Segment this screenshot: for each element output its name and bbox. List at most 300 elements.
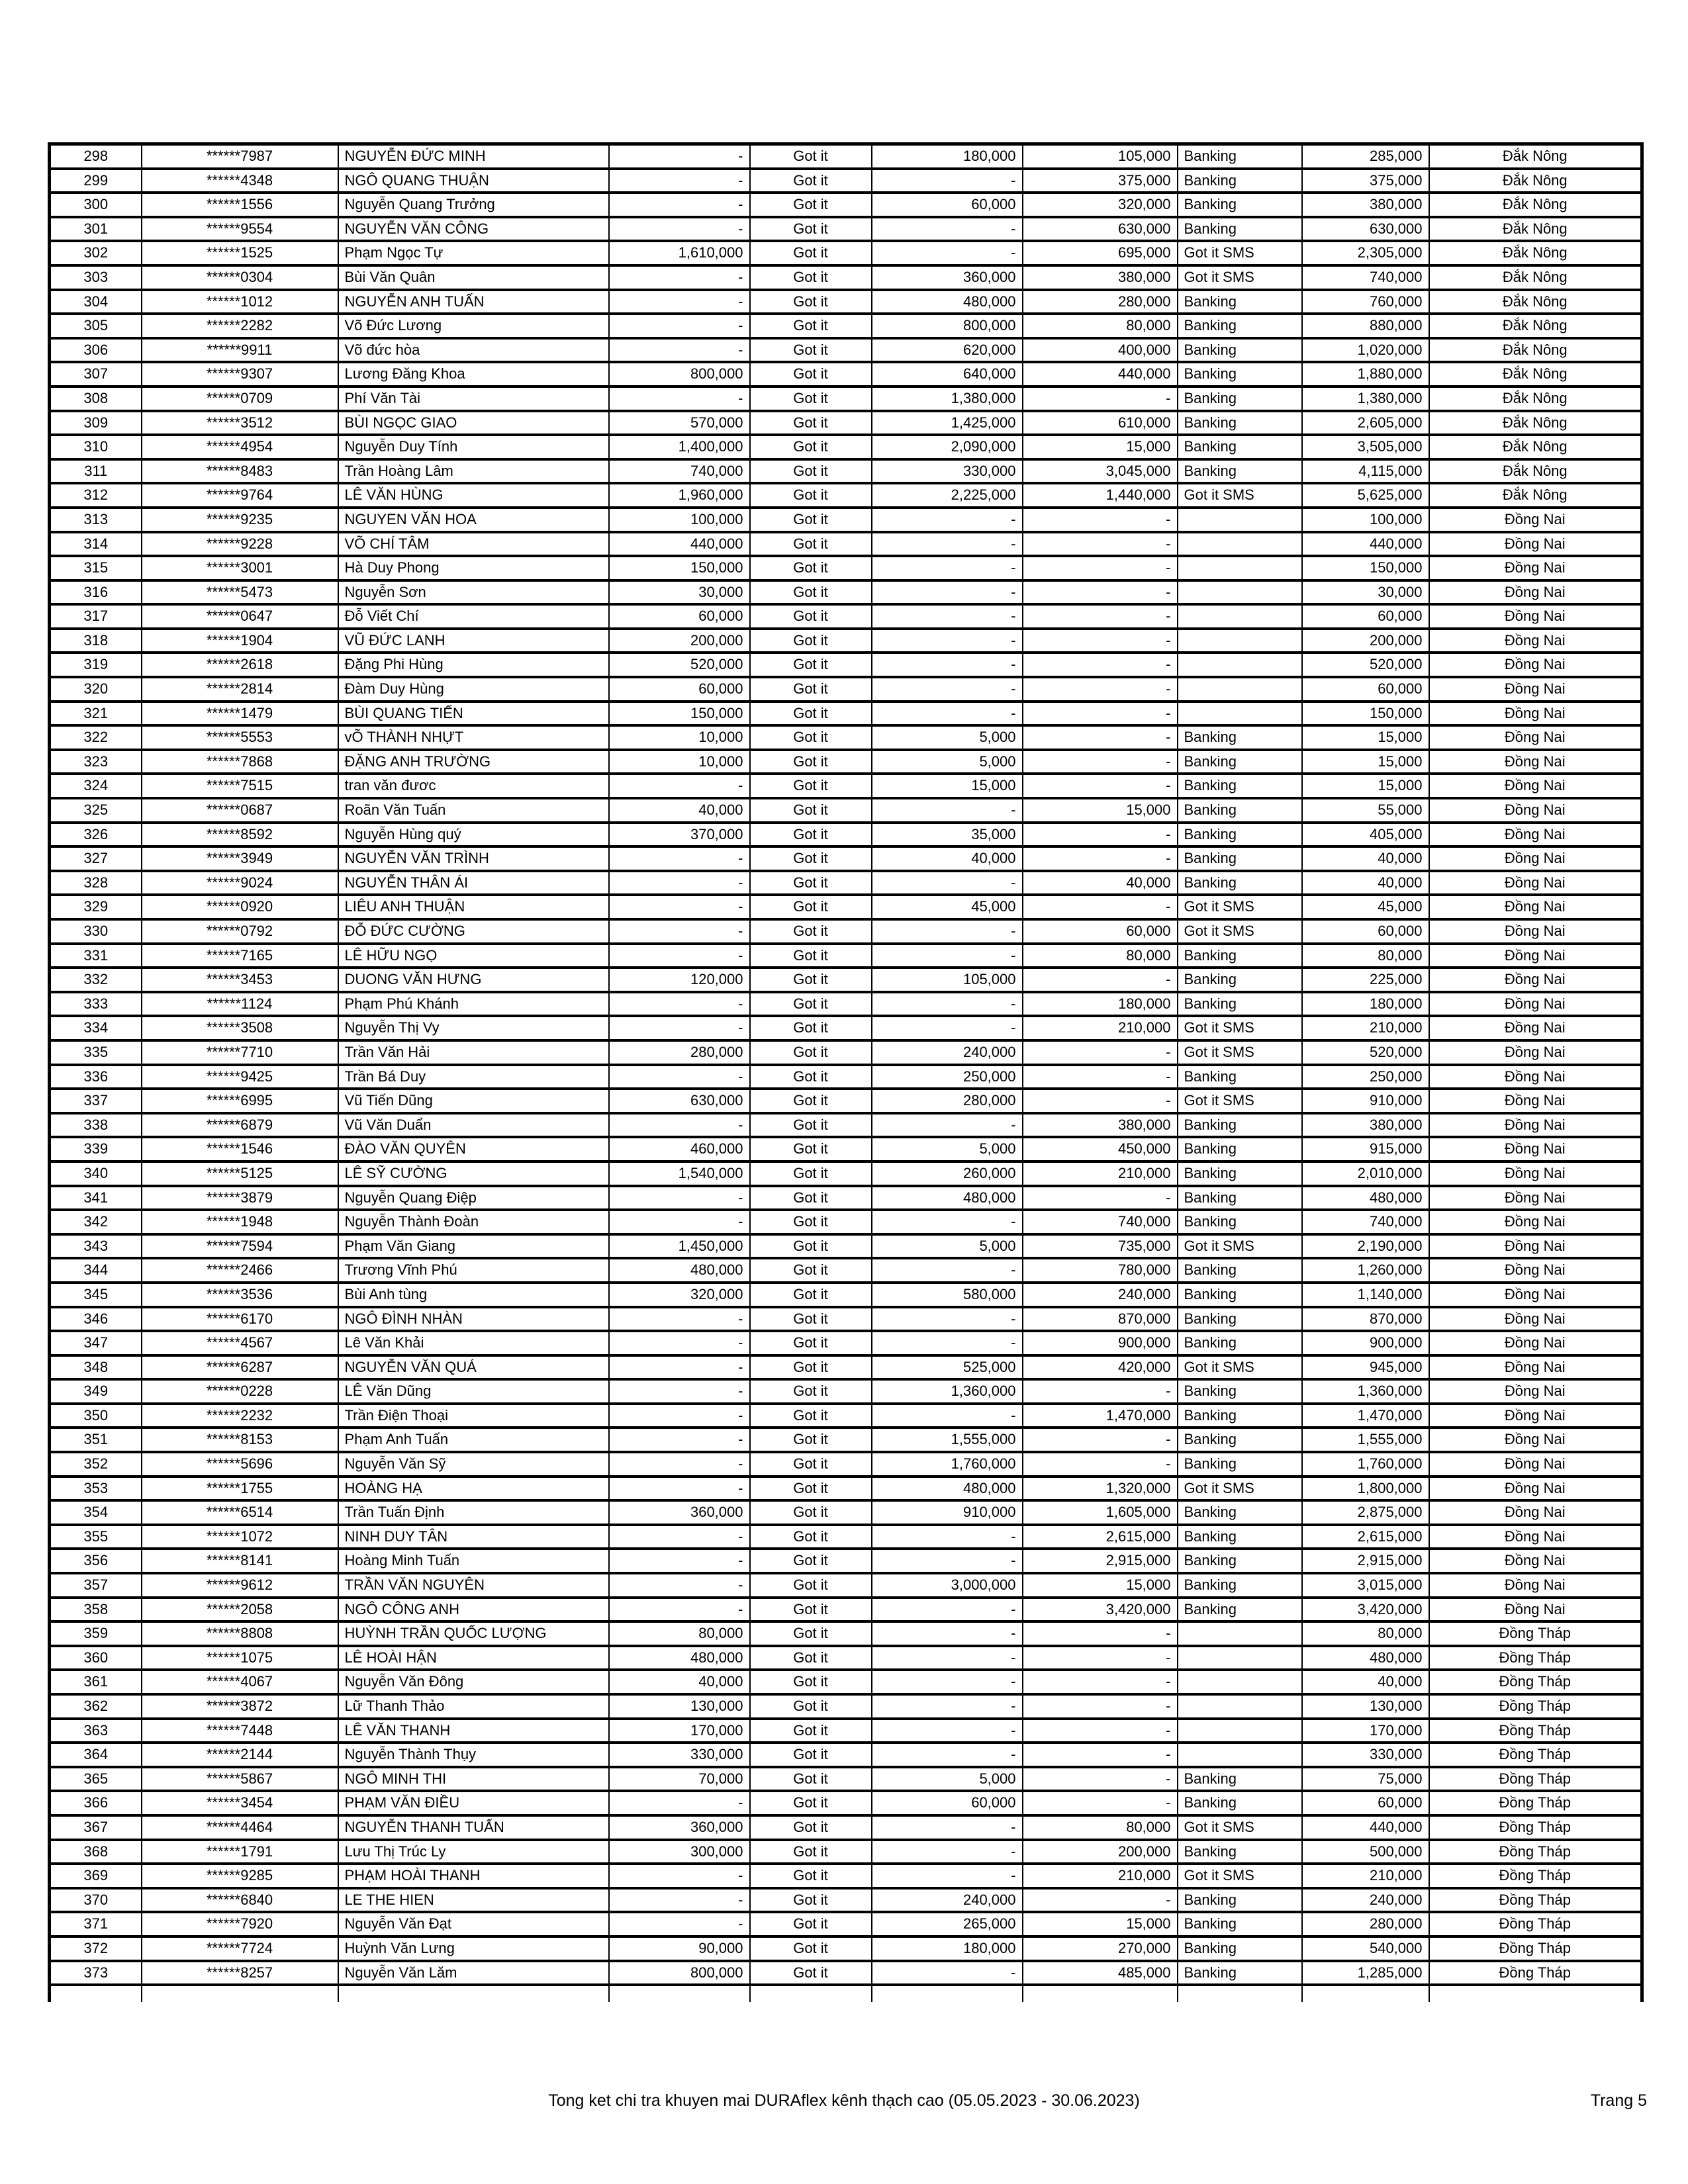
table-row [50,1186,1642,1210]
row-number: 349 [50,1379,142,1404]
masked-phone: ******6840 [142,1888,338,1913]
recipient-name: TRẦN VĂN NGUYÊN [338,1573,609,1598]
recipient-name: VÕ CHÍ TÂM [338,532,609,557]
total-amount: 150,000 [1302,702,1429,726]
recipient-name: LIÊU ANH THUẬN [338,895,609,919]
status: Got it [750,1234,872,1259]
status: Got it [750,217,872,242]
amount-col-2: - [872,677,1023,702]
amount-col-2: 330,000 [872,459,1023,484]
amount-col-1: 130,000 [609,1694,750,1719]
status: Got it [750,1767,872,1792]
province: Đồng Tháp [1429,1621,1642,1646]
province: Đồng Tháp [1429,1936,1642,1961]
recipient-name: Vũ Tiến Dũng [338,1089,609,1113]
province: Đắk Nông [1429,411,1642,435]
payment-channel [1178,532,1302,557]
table-row [50,1331,1642,1355]
row-number: 314 [50,532,142,557]
status: Got it [750,750,872,774]
row-number: 324 [50,774,142,798]
province: Đồng Nai [1429,1040,1642,1065]
amount-col-3: - [1023,750,1178,774]
amount-col-3: 280,000 [1023,290,1178,314]
table-row [50,919,1642,944]
province: Đồng Nai [1429,1477,1642,1501]
table-row [50,1428,1642,1452]
amount-col-3: 270,000 [1023,1936,1178,1961]
masked-phone: ******9024 [142,871,338,895]
truncated-cell [1429,1985,1642,2002]
total-amount: 2,915,000 [1302,1549,1429,1573]
status: Got it [750,1186,872,1210]
payment-channel [1178,677,1302,702]
province: Đồng Nai [1429,846,1642,871]
amount-col-2: 5,000 [872,750,1023,774]
amount-col-3: 440,000 [1023,362,1178,387]
amount-col-1: 10,000 [609,750,750,774]
masked-phone: ******3879 [142,1186,338,1210]
row-number: 346 [50,1307,142,1332]
amount-col-1: 200,000 [609,629,750,653]
payment-channel: Banking [1178,1404,1302,1428]
status: Got it [750,1646,872,1670]
amount-col-3: 210,000 [1023,1016,1178,1040]
amount-col-1: 360,000 [609,1500,750,1525]
amount-col-2: 240,000 [872,1888,1023,1913]
table-row [50,1404,1642,1428]
amount-col-3: 3,420,000 [1023,1598,1178,1622]
recipient-name: vÕ THÀNH NHỰT [338,725,609,750]
masked-phone: ******8257 [142,1961,338,1985]
masked-phone: ******1546 [142,1137,338,1161]
amount-col-3: 375,000 [1023,169,1178,193]
row-number: 351 [50,1428,142,1452]
amount-col-2: 620,000 [872,338,1023,363]
status: Got it [750,265,872,290]
status: Got it [750,193,872,217]
masked-phone: ******9228 [142,532,338,557]
recipient-name: Lê Văn Khải [338,1331,609,1355]
amount-col-3: - [1023,968,1178,992]
amount-col-2: 640,000 [872,362,1023,387]
table-row [50,338,1642,363]
recipient-name: LÊ Văn Dũng [338,1379,609,1404]
recipient-name: PHẠM VĂN ĐIỀU [338,1791,609,1815]
recipient-name: Bùi Văn Quân [338,265,609,290]
recipient-name: Nguyễn Văn Đông [338,1670,609,1694]
masked-phone: ******0709 [142,387,338,411]
payment-channel: Got it SMS [1178,483,1302,508]
recipient-name: Vũ Văn Duẩn [338,1113,609,1138]
amount-col-3: - [1023,1040,1178,1065]
table-row [50,1500,1642,1525]
truncated-cell [142,1985,338,2002]
amount-col-2: - [872,919,1023,944]
truncated-cell [609,1985,750,2002]
truncated-cell [750,1985,872,2002]
masked-phone: ******1075 [142,1646,338,1670]
row-number: 309 [50,411,142,435]
amount-col-2: 5,000 [872,725,1023,750]
recipient-name: HOÀNG HẠ [338,1477,609,1501]
row-number: 339 [50,1137,142,1161]
total-amount: 4,115,000 [1302,459,1429,484]
table-row [50,580,1642,605]
amount-col-2: - [872,580,1023,605]
masked-phone: ******9911 [142,338,338,363]
recipient-name: HUỲNH TRẦN QUỐC LƯỢNG [338,1621,609,1646]
row-number: 327 [50,846,142,871]
masked-phone: ******1012 [142,290,338,314]
province: Đồng Nai [1429,774,1642,798]
amount-col-2: - [872,1598,1023,1622]
total-amount: 1,760,000 [1302,1452,1429,1477]
row-number: 325 [50,798,142,823]
total-amount: 1,555,000 [1302,1428,1429,1452]
province: Đắk Nông [1429,144,1642,169]
amount-col-1: 1,610,000 [609,241,750,265]
masked-phone: ******1904 [142,629,338,653]
province: Đồng Nai [1429,1525,1642,1549]
amount-col-3: 80,000 [1023,1815,1178,1840]
amount-col-3: 180,000 [1023,992,1178,1017]
recipient-name: Phí Văn Tài [338,387,609,411]
row-number: 326 [50,823,142,847]
amount-col-2: 60,000 [872,1791,1023,1815]
masked-phone: ******9307 [142,362,338,387]
status: Got it [750,1210,872,1234]
amount-col-3: - [1023,846,1178,871]
recipient-name: Lữ Thanh Thảo [338,1694,609,1719]
payment-channel: Banking [1178,846,1302,871]
amount-col-1: 150,000 [609,556,750,580]
amount-col-3: 15,000 [1023,1912,1178,1936]
amount-col-1: - [609,314,750,338]
amount-col-3: 780,000 [1023,1258,1178,1283]
amount-col-2: 1,555,000 [872,1428,1023,1452]
row-number: 338 [50,1113,142,1138]
status: Got it [750,532,872,557]
masked-phone: ******2618 [142,653,338,677]
province: Đồng Nai [1429,1113,1642,1138]
amount-col-3: - [1023,677,1178,702]
status: Got it [750,1089,872,1113]
masked-phone: ******6995 [142,1089,338,1113]
payment-channel [1178,1743,1302,1767]
amount-col-2: 265,000 [872,1912,1023,1936]
status: Got it [750,1621,872,1646]
total-amount: 540,000 [1302,1936,1429,1961]
payment-channel: Got it SMS [1178,1040,1302,1065]
total-amount: 60,000 [1302,1791,1429,1815]
province: Đồng Nai [1429,580,1642,605]
amount-col-2: - [872,1210,1023,1234]
status: Got it [750,992,872,1017]
payment-channel [1178,580,1302,605]
total-amount: 910,000 [1302,1089,1429,1113]
row-number: 357 [50,1573,142,1598]
table-row [50,556,1642,580]
table-row [50,169,1642,193]
truncated-cell [1023,1985,1178,2002]
masked-phone: ******5125 [142,1161,338,1186]
payment-channel: Banking [1178,362,1302,387]
row-number: 340 [50,1161,142,1186]
payment-channel: Banking [1178,823,1302,847]
masked-phone: ******9612 [142,1573,338,1598]
payment-channel: Banking [1178,1500,1302,1525]
province: Đồng Tháp [1429,1888,1642,1913]
amount-col-2: - [872,798,1023,823]
amount-col-3: - [1023,702,1178,726]
recipient-name: Nguyễn Văn Đạt [338,1912,609,1936]
table-row [50,144,1642,169]
amount-col-1: - [609,338,750,363]
truncated-cell [338,1985,609,2002]
table-row [50,1089,1642,1113]
recipient-name: Bùi Anh tùng [338,1283,609,1307]
truncated-cell [1178,1985,1302,2002]
total-amount: 250,000 [1302,1065,1429,1089]
province: Đồng Nai [1429,1065,1642,1089]
province: Đồng Nai [1429,702,1642,726]
amount-col-2: 525,000 [872,1355,1023,1380]
province: Đồng Nai [1429,1331,1642,1355]
masked-phone: ******7594 [142,1234,338,1259]
row-number: 331 [50,944,142,968]
province: Đồng Nai [1429,798,1642,823]
status: Got it [750,653,872,677]
payment-channel: Got it SMS [1178,895,1302,919]
amount-col-3: - [1023,774,1178,798]
status: Got it [750,1743,872,1767]
total-amount: 200,000 [1302,629,1429,653]
status: Got it [750,823,872,847]
payment-channel [1178,508,1302,532]
footer-title: Tong ket chi tra khuyen mai DURAflex kênh thạch cao (05.05.2023 - 30.06.2023) [548,2091,1140,2110]
payment-channel [1178,604,1302,629]
amount-col-3: 15,000 [1023,1573,1178,1598]
masked-phone: ******3454 [142,1791,338,1815]
row-number: 322 [50,725,142,750]
status: Got it [750,1428,872,1452]
recipient-name: Nguyễn Văn Sỹ [338,1452,609,1477]
status: Got it [750,919,872,944]
total-amount: 740,000 [1302,265,1429,290]
amount-col-1: 300,000 [609,1840,750,1864]
status: Got it [750,895,872,919]
total-amount: 30,000 [1302,580,1429,605]
amount-col-2: - [872,556,1023,580]
amount-col-2: - [872,1961,1023,1985]
amount-col-1: - [609,193,750,217]
payment-channel: Banking [1178,193,1302,217]
total-amount: 240,000 [1302,1888,1429,1913]
amount-col-3: - [1023,1670,1178,1694]
amount-col-1: 120,000 [609,968,750,992]
amount-col-3: - [1023,387,1178,411]
row-number: 336 [50,1065,142,1089]
payment-channel: Banking [1178,435,1302,459]
recipient-name: NGUYỄN ĐỨC MINH [338,144,609,169]
amount-col-1: - [609,895,750,919]
payment-channel: Got it SMS [1178,1815,1302,1840]
amount-col-2: 800,000 [872,314,1023,338]
masked-phone: ******0687 [142,798,338,823]
table-row [50,629,1642,653]
payment-channel [1178,1719,1302,1743]
table-row [50,1791,1642,1815]
recipient-name: ĐÀO VĂN QUYÊN [338,1137,609,1161]
row-number: 366 [50,1791,142,1815]
amount-col-1: - [609,1065,750,1089]
row-number: 369 [50,1864,142,1888]
masked-phone: ******9235 [142,508,338,532]
amount-col-1: - [609,1864,750,1888]
province: Đắk Nông [1429,435,1642,459]
total-amount: 405,000 [1302,823,1429,847]
amount-col-3: 2,615,000 [1023,1525,1178,1549]
amount-col-3: - [1023,1694,1178,1719]
payment-channel: Banking [1178,290,1302,314]
masked-phone: ******7987 [142,144,338,169]
row-number: 341 [50,1186,142,1210]
row-number: 343 [50,1234,142,1259]
masked-phone: ******8592 [142,823,338,847]
row-number: 373 [50,1961,142,1985]
row-number: 363 [50,1719,142,1743]
province: Đồng Nai [1429,556,1642,580]
amount-col-2: 2,225,000 [872,483,1023,508]
payment-channel: Banking [1178,1065,1302,1089]
total-amount: 630,000 [1302,217,1429,242]
masked-phone: ******3872 [142,1694,338,1719]
payment-channel: Banking [1178,725,1302,750]
masked-phone: ******1525 [142,241,338,265]
amount-col-1: 1,450,000 [609,1234,750,1259]
amount-col-3: 870,000 [1023,1307,1178,1332]
row-number: 303 [50,265,142,290]
amount-col-2: - [872,532,1023,557]
row-number: 350 [50,1404,142,1428]
amount-col-1: 280,000 [609,1040,750,1065]
amount-col-3: - [1023,1646,1178,1670]
recipient-name: LÊ HOÀI HẬN [338,1646,609,1670]
amount-col-1: 800,000 [609,362,750,387]
amount-col-1: 520,000 [609,653,750,677]
recipient-name: NGÔ MINH THI [338,1767,609,1792]
table-row [50,193,1642,217]
status: Got it [750,1525,872,1549]
payment-channel: Banking [1178,1113,1302,1138]
row-number: 361 [50,1670,142,1694]
amount-col-1: - [609,265,750,290]
masked-phone: ******9554 [142,217,338,242]
payment-channel: Banking [1178,1525,1302,1549]
payment-channel [1178,653,1302,677]
table-row [50,435,1642,459]
table-row [50,217,1642,242]
amount-col-3: - [1023,1428,1178,1452]
table-row [50,1864,1642,1888]
row-number: 307 [50,362,142,387]
total-amount: 380,000 [1302,1113,1429,1138]
amount-col-1: 460,000 [609,1137,750,1161]
status: Got it [750,338,872,363]
recipient-name: NGÔ ĐÌNH NHÀN [338,1307,609,1332]
amount-col-2: 180,000 [872,1936,1023,1961]
row-number: 306 [50,338,142,363]
amount-col-3: - [1023,1186,1178,1210]
table-row [50,992,1642,1017]
row-number: 323 [50,750,142,774]
masked-phone: ******4567 [142,1331,338,1355]
total-amount: 40,000 [1302,846,1429,871]
row-number: 328 [50,871,142,895]
province: Đồng Nai [1429,604,1642,629]
status: Got it [750,1452,872,1477]
amount-col-2: 105,000 [872,968,1023,992]
recipient-name: Đặng Phi Hùng [338,653,609,677]
payment-channel [1178,629,1302,653]
amount-col-3: - [1023,1719,1178,1743]
masked-phone: ******4954 [142,435,338,459]
recipient-name: Nguyễn Sơn [338,580,609,605]
payment-channel: Got it SMS [1178,1355,1302,1380]
status: Got it [750,1137,872,1161]
amount-col-3: 105,000 [1023,144,1178,169]
total-amount: 15,000 [1302,750,1429,774]
amount-col-1: - [609,1186,750,1210]
row-number: 337 [50,1089,142,1113]
row-number: 313 [50,508,142,532]
status: Got it [750,1258,872,1283]
province: Đồng Nai [1429,508,1642,532]
payment-channel: Banking [1178,144,1302,169]
truncated-cell [50,1985,142,2002]
amount-col-1: - [609,169,750,193]
payment-channel [1178,1694,1302,1719]
status: Got it [750,1888,872,1913]
payment-channel: Banking [1178,798,1302,823]
total-amount: 285,000 [1302,144,1429,169]
amount-col-1: - [609,1379,750,1404]
amount-col-3: 40,000 [1023,871,1178,895]
recipient-name: Trần Hoàng Lâm [338,459,609,484]
amount-col-3: 240,000 [1023,1283,1178,1307]
row-number: 335 [50,1040,142,1065]
masked-phone: ******6879 [142,1113,338,1138]
status: Got it [750,1283,872,1307]
status: Got it [750,702,872,726]
status: Got it [750,1549,872,1573]
province: Đồng Nai [1429,1355,1642,1380]
province: Đồng Nai [1429,1573,1642,1598]
row-number: 352 [50,1452,142,1477]
recipient-name: Nguyễn Quang Điệp [338,1186,609,1210]
amount-col-2: 45,000 [872,895,1023,919]
amount-col-1: - [609,1210,750,1234]
row-number: 298 [50,144,142,169]
masked-phone: ******8808 [142,1621,338,1646]
payment-channel: Banking [1178,217,1302,242]
table-row [50,604,1642,629]
amount-col-3: 420,000 [1023,1355,1178,1380]
table-row [50,362,1642,387]
recipient-name: NGÔ QUANG THUẬN [338,169,609,193]
payment-channel: Got it SMS [1178,1016,1302,1040]
